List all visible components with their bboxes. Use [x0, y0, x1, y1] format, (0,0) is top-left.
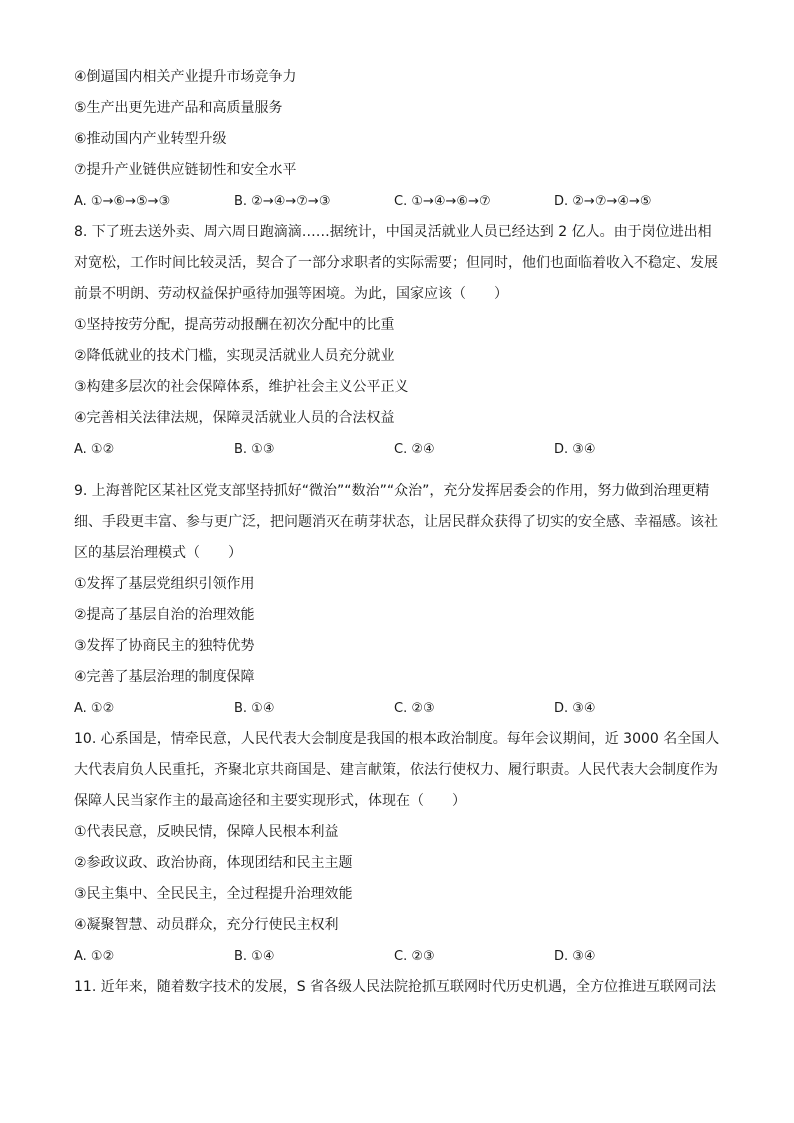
q9-item-4: ④完善了基层治理的制度保障: [74, 669, 255, 685]
q9-item-3: ③发挥了协商民主的独特优势: [74, 638, 255, 654]
q8-item-1: ①坚持按劳分配，提高劳动报酬在初次分配中的比重: [74, 317, 395, 333]
q10-stem: 10. 心系国是，情牵民意，人民代表大会制度是我国的根本政治制度。每年会议期间，近 3000 名全国人大代表肩负人民重托，齐聚北京共商国是、建言献策，依法行使权力、履行职责。人民代表大会制度作为保障人民当家作主的最高途径和主要实现形式，体现在（ ）: [74, 731, 720, 809]
q10-option-d: D. ③④: [554, 949, 596, 964]
q10-option-a: A. ①②: [74, 949, 115, 964]
prev-item-7: ⑦提升产业链供应链韧性和安全水平: [74, 162, 297, 178]
q9-options: [74, 693, 724, 724]
prev-options: [74, 186, 724, 217]
page-content: [74, 62, 724, 1003]
q10-item-2: ②参政议政、政治协商，体现团结和民主主题: [74, 855, 353, 871]
prev-option-d: D. ②→⑦→④→⑤: [554, 194, 652, 209]
prev-item-6: ⑥推动国内产业转型升级: [74, 131, 227, 147]
q10-options: [74, 941, 724, 972]
q11-stem: 11. 近年来，随着数字技术的发展，S 省各级人民法院抢抓互联网时代历史机遇，全方位推进互联网司法: [74, 979, 717, 995]
q8-option-d: D. ③④: [554, 442, 596, 457]
q8-option-a: A. ①②: [74, 442, 115, 457]
q9-item-1: ①发挥了基层党组织引领作用: [74, 576, 255, 592]
q10-option-b: B. ①④: [234, 949, 275, 964]
q10-option-c: C. ②③: [394, 949, 435, 964]
q8-item-3: ③构建多层次的社会保障体系，维护社会主义公平正义: [74, 379, 409, 395]
q8-item-4: ④完善相关法律法规，保障灵活就业人员的合法权益: [74, 410, 395, 426]
prev-option-c: C. ①→④→⑥→⑦: [394, 194, 491, 209]
q9-option-b: B. ①④: [234, 701, 275, 716]
prev-item-4: ④倒逼国内相关产业提升市场竞争力: [74, 69, 297, 85]
q8-options: [74, 434, 724, 465]
q10-item-4: ④凝聚智慧、动员群众，充分行使民主权利: [74, 917, 339, 933]
q8-option-b: B. ①③: [234, 442, 275, 457]
q9-item-2: ②提高了基层自治的治理效能: [74, 607, 255, 623]
q10-item-3: ③民主集中、全民民主，全过程提升治理效能: [74, 886, 353, 902]
prev-item-5: ⑤生产出更先进产品和高质量服务: [74, 100, 283, 116]
q9-option-d: D. ③④: [554, 701, 596, 716]
prev-option-b: B. ②→④→⑦→③: [234, 194, 331, 209]
q9-stem: 9. 上海普陀区某社区党支部坚持抓好“微治”“数治”“众治”，充分发挥居委会的作用，努力做到治理更精细、手段更丰富、参与更广泛，把问题消灭在萌芽状态，让居民群众获得了切实的安全感、幸福感。该社区的基层治理模式（ ）: [74, 483, 718, 561]
q8-stem: 8. 下了班去送外卖、周六周日跑滴滴……据统计，中国灵活就业人员已经达到 2 亿人。由于岗位进出相对宽松，工作时间比较灵活，契合了一部分求职者的实际需要；但同时，他们也面临着收入不稳定、发展前景不明朗、劳动权益保护亟待加强等困境。为此，国家应该（ ）: [74, 224, 718, 302]
q8-item-2: ②降低就业的技术门槛，实现灵活就业人员充分就业: [74, 348, 395, 364]
prev-option-a: A. ①→⑥→⑤→③: [74, 194, 171, 209]
q9-option-c: C. ②③: [394, 701, 435, 716]
q8-option-c: C. ②④: [394, 442, 435, 457]
q9-option-a: A. ①②: [74, 701, 115, 716]
q10-item-1: ①代表民意，反映民情，保障人民根本利益: [74, 824, 339, 840]
